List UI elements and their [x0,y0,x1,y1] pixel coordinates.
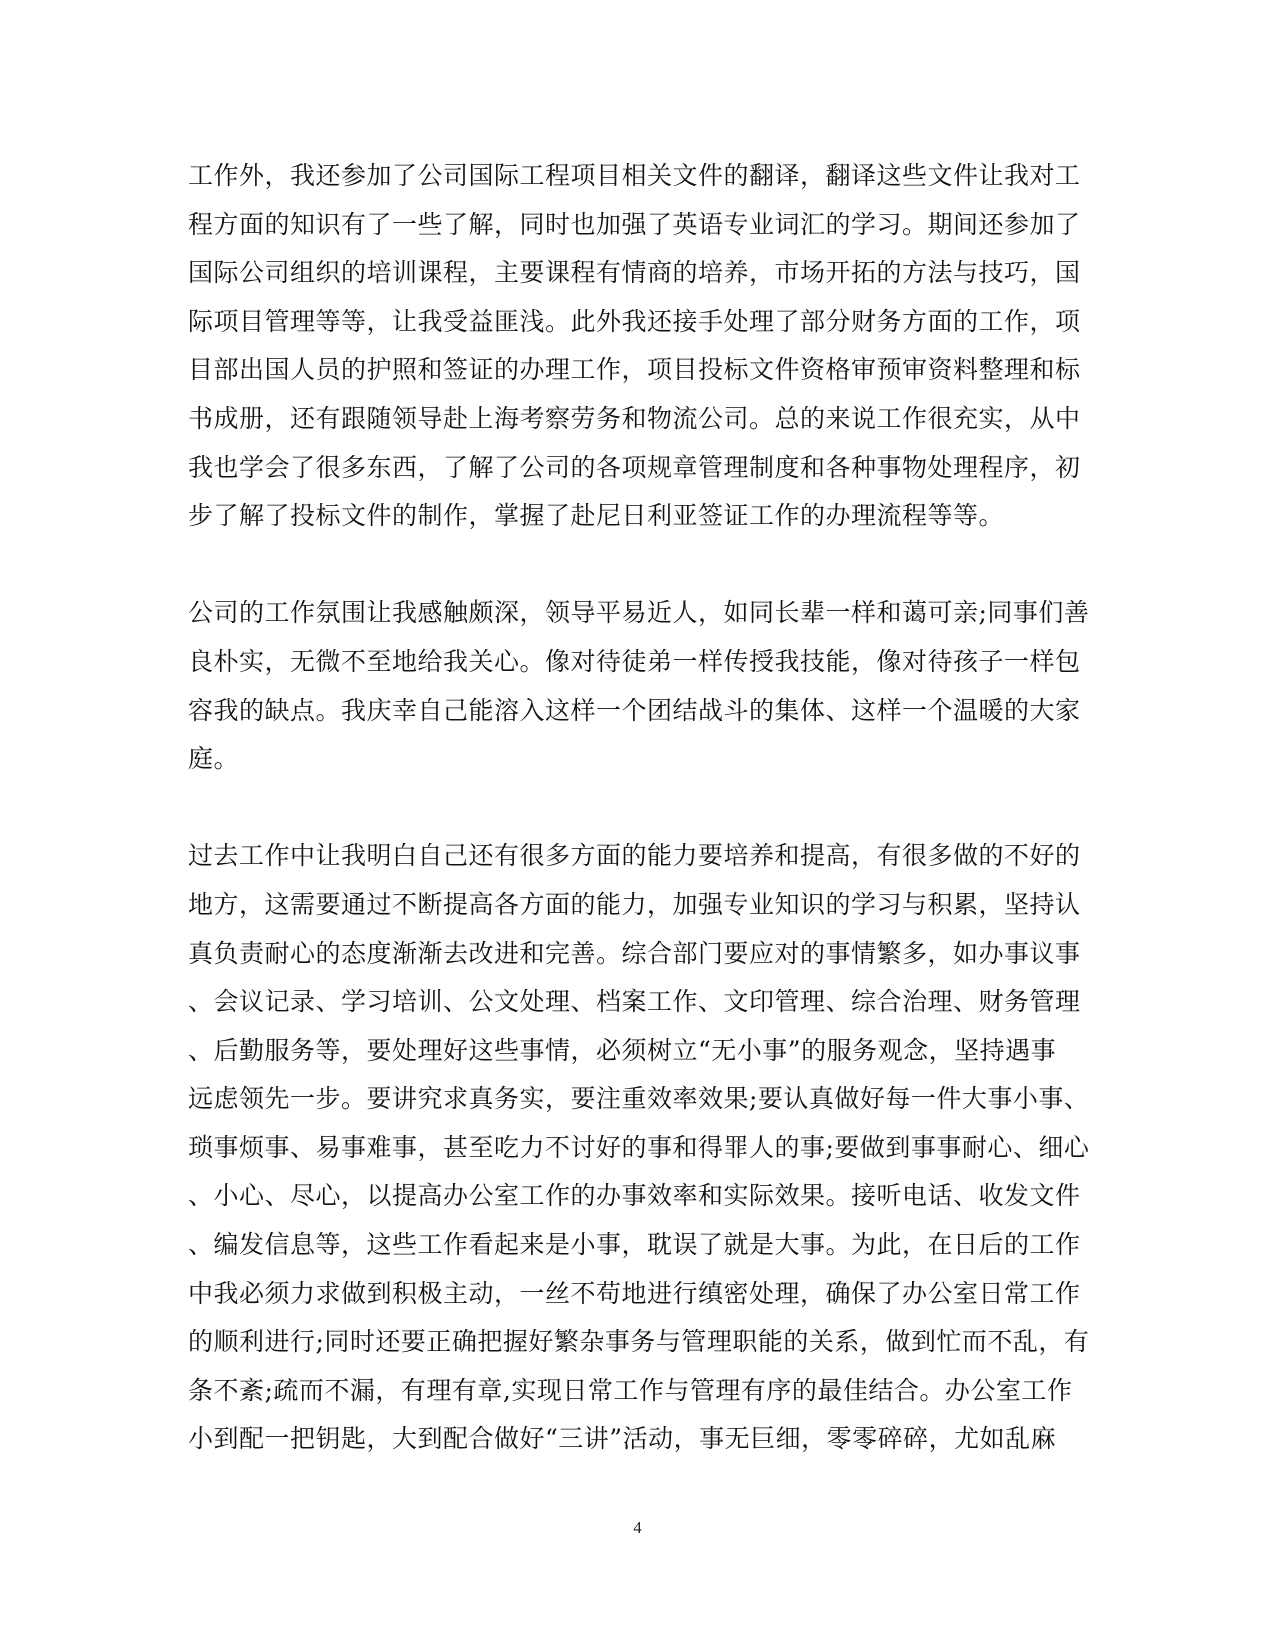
page-number: 4 [633,1518,642,1537]
document-body [188,152,1090,1464]
paragraph-spacer [188,541,1068,590]
text-line: 良朴实，无微不至地给我关心。像对待徒弟一样传授我技能，像对待孩子一样包 [188,646,1081,676]
text-line: 、后勤服务等，要处理好这些事情，必须树立“无小事”的服务观念，坚持遇事 [188,1035,1057,1065]
text-line: 公司的工作氛围让我感触颇深，领导平易近人，如同长辈一样和蔼可亲;同事们善 [188,598,1090,628]
text-line: 、编发信息等，这些工作看起来是小事，耽误了就是大事。为此，在日后的工作 [188,1230,1081,1260]
text-line: 远虑领先一步。要讲究求真务实，要注重效率效果;要认真做好每一件大事小事、 [188,1084,1090,1114]
text-line: 程方面的知识有了一些了解，同时也加强了英语专业词汇的学习。期间还参加了 [188,209,1081,239]
text-line: 、小心、尽心，以提高办公室工作的办事效率和实际效果。接听电话、收发文件 [188,1181,1081,1211]
text-line: 工作外，我还参加了公司国际工程项目相关文件的翻译，翻译这些文件让我对工 [188,161,1081,190]
text-line: 真负责耐心的态度渐渐去改进和完善。综合部门要应对的事情繁多，如办事议事 [188,938,1081,968]
text-line: 地方，这需要通过不断提高各方面的能力，加强专业知识的学习与积累，坚持认 [188,889,1081,919]
paragraph-work-experience [188,152,1081,541]
text-line: 步了解了投标文件的制作，掌握了赴尼日利亚签证工作的办理流程等等。 [188,501,1005,531]
text-line: 际项目管理等等，让我受益匪浅。此外我还接手处理了部分财务方面的工作，项 [188,306,1081,336]
text-line: 目部出国人员的护照和签证的办理工作，项目投标文件资格审预审资料整理和标 [188,355,1081,385]
text-line: 琐事烦事、易事难事，甚至吃力不讨好的事和得罪人的事;要做到事事耐心、细心 [188,1132,1090,1162]
text-line: 书成册，还有跟随领导赴上海考察劳务和物流公司。总的来说工作很充实，从中 [188,403,1081,433]
paragraph-work-atmosphere [188,589,1090,783]
text-line: 国际公司组织的培训课程，主要课程有情商的培养，市场开拓的方法与技巧，国 [188,258,1081,288]
text-line: 小到配一把钥匙，大到配合做好“三讲”活动，事无巨细，零零碎碎，尤如乱麻 [188,1424,1057,1454]
text-line: 我也学会了很多东西，了解了公司的各项规章管理制度和各种事物处理程序，初 [188,452,1081,482]
text-line: 容我的缺点。我庆幸自己能溶入这样一个团结战斗的集体、这样一个温暖的大家 [188,695,1081,725]
paragraph-self-improvement [188,832,1090,1464]
text-line: 庭。 [188,744,240,774]
text-line: 条不紊;疏而不漏，有理有章,实现日常工作与管理有序的最佳结合。办公室工作 [188,1375,1073,1405]
text-line: 过去工作中让我明白自己还有很多方面的能力要培养和提高，有很多做的不好的 [188,841,1081,871]
text-line: 、会议记录、学习培训、公文处理、档案工作、文印管理、综合治理、财务管理 [188,987,1081,1017]
text-line: 中我必须力求做到积极主动，一丝不苟地进行缜密处理，确保了办公室日常工作 [188,1278,1081,1308]
text-line: 的顺利进行;同时还要正确把握好繁杂事务与管理职能的关系，做到忙而不乱，有 [188,1327,1090,1357]
paragraph-spacer [188,784,1068,833]
